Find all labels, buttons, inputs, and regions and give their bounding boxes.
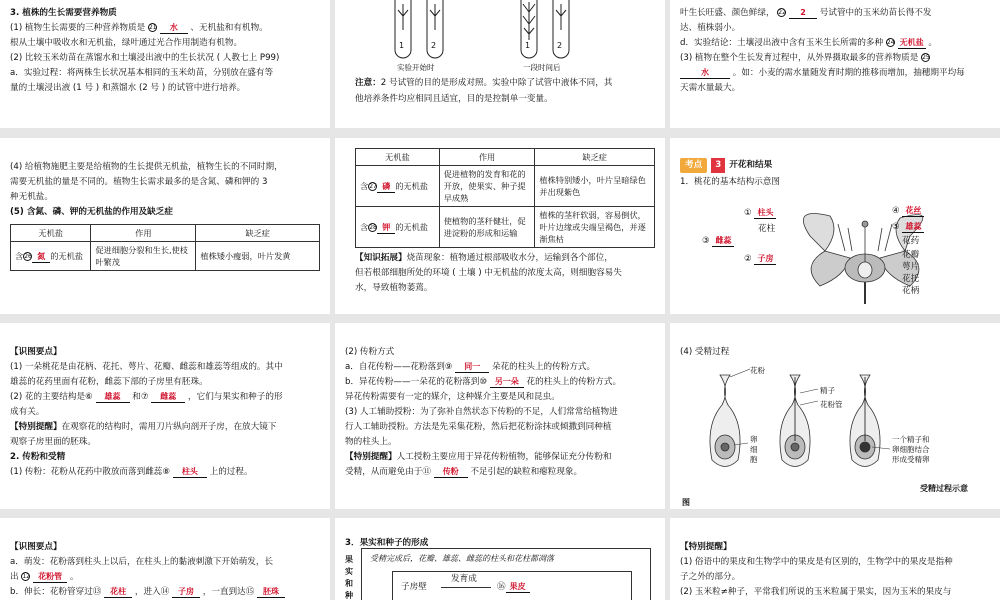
test-tube-diagram [345, 0, 655, 72]
text: ，它们与果实和种子的形 [188, 392, 283, 402]
slide-special-tips [670, 518, 1000, 600]
blank-number: 21 [148, 24, 157, 31]
section-heading: (5) 含氮、磷、钾的无机盐的作用及缺乏症 [10, 207, 173, 217]
text-line: 异花传粉需要有一定的媒介，这种媒介主要是风和昆虫。 [345, 392, 560, 402]
text: 号试管中的玉米幼苗长得不发 [819, 8, 932, 18]
label-style: 花柱 [758, 224, 776, 234]
label-filament [892, 204, 924, 219]
answer-blank: 雄蕊 [96, 391, 130, 403]
slide-germination [0, 518, 330, 600]
slide-flower-notes [0, 323, 330, 509]
slide-plant-nutrients [0, 0, 330, 128]
label-number: ① [744, 208, 752, 218]
label-egg-cell: 卵细胞 [750, 435, 758, 464]
text-line [345, 360, 655, 375]
label-number: ⑯ [497, 582, 506, 592]
text: b．异花传粉——一朵花的花粉落到⑩ [345, 377, 488, 387]
answer-blank: 胚珠 [257, 586, 285, 598]
table-cell: 促进细胞分裂和生长,使枝叶繁茂 [91, 242, 196, 271]
subheading: 1．桃花的基本结构示意图 [680, 177, 780, 187]
figure-caption: 受精过程示意 [920, 484, 968, 493]
table-cell: 植株特别矮小，叶片呈暗绿色并出现紫色 [535, 166, 655, 207]
text: 和⑦ [132, 392, 149, 402]
text-line: (2) 玉米粒≠种子，平常我们所说的玉米粒属于果实，因为玉米的果皮与 [680, 587, 952, 597]
peach-flower-diagram [770, 196, 970, 306]
side-label: 果实和种 [345, 555, 353, 600]
answer-blank: 氮 [32, 251, 50, 263]
text-line: 行人工辅助授粉。方法是先采集花粉，然后把花粉涂抹或倾撒到同种植 [345, 422, 612, 432]
text-line: (1) 俗语中的果皮和生物学中的果皮是有区别的，生物学中的果皮是指种 [680, 557, 953, 567]
text-line: 量的土壤浸出液 (1 号 ) 和蒸馏水 (2 号 ) 的试管中进行培养。 [10, 83, 246, 93]
text: (2) 花的主要结构是⑥ [10, 392, 93, 402]
table-header: 无机盐 [11, 225, 91, 242]
table-header: 缺乏症 [196, 225, 320, 242]
fertilization-diagram [690, 365, 920, 475]
slide-mineral-table-cont [335, 138, 665, 314]
text-line [10, 465, 320, 480]
table-row [11, 242, 320, 271]
text: (1) 传粉：花粉从花药中散放而落到雌蕊⑧ [10, 467, 171, 477]
text: 。如：小麦的需水量随发育时期的推移而增加，抽穗期平均每 [732, 68, 965, 78]
text-line [345, 251, 655, 266]
table-header-row [356, 149, 655, 166]
text-line [10, 420, 320, 435]
kd-badge: 考点 [680, 158, 707, 173]
label-pollen-tube: 花粉管 [820, 400, 843, 409]
text: 含 [360, 221, 369, 232]
text-line [680, 66, 990, 81]
text: 上的过程。 [209, 467, 253, 477]
text: 的无机盐 [395, 180, 428, 191]
arrow [441, 587, 491, 588]
answer-blank: 2 [789, 7, 817, 19]
table-cell: 使植物的茎秆健壮，促进淀粉的形成和运输 [439, 207, 535, 248]
answer-blank: 雄蕊 [902, 221, 924, 233]
text-line [345, 465, 655, 480]
label-petal: 花瓣 [902, 250, 920, 260]
text-line: 但若根部细胞所处的环境 ( 土壤 ) 中无机盐的浓度太高，则细胞容易失 [355, 268, 622, 278]
answer-blank: 子房 [172, 586, 200, 598]
text-line [10, 390, 320, 405]
text: 含 [360, 180, 369, 191]
text-line [680, 51, 990, 66]
section-heading: 3. 植株的生长需要营养物质 [10, 8, 117, 18]
text-line: 根从土壤中吸收水和无机盐，绿叶通过光合作用制造有机物。 [10, 38, 243, 48]
blank-number: 25 [922, 54, 930, 61]
text-line: 天需水量最大。 [680, 83, 741, 93]
blank-number: 27 [369, 182, 377, 190]
text-line: 物的柱头上。 [345, 437, 397, 447]
slide-experiment-diagram [335, 0, 665, 128]
text: 出 [10, 572, 19, 582]
text-line: 需要无机盐的量是不同的。植物生长需求最多的是含氮、磷和钾的 3 [10, 177, 268, 187]
label-number: ④ [892, 206, 900, 216]
text: 朵花的柱头上的传粉方式。 [491, 362, 596, 372]
blank-number: 24 [886, 39, 895, 46]
label-fusion [892, 435, 930, 465]
label-number: ⑤ [892, 222, 900, 232]
answer-blank: 另一朵 [490, 376, 524, 388]
inner-box [392, 571, 632, 600]
slide-fertilizer [0, 138, 330, 314]
section-heading: (2) 传粉方式 [345, 347, 395, 357]
text: 含 [15, 250, 24, 261]
label-number: ② [744, 254, 752, 264]
mineral-table [355, 148, 655, 248]
text: b．伸长：花粉管穿过⑬ [10, 587, 102, 597]
text: 受精，从而避免由于⑪ [345, 467, 431, 477]
text: 在观察花的结构时，需用刀片纵向剖开子房，在放大镜下 [61, 422, 277, 432]
answer-blank: 子房 [754, 253, 776, 265]
flow-top: 受精完成后，花瓣、雄蕊、雌蕊的柱头和花柱都凋落 [370, 554, 554, 563]
label-receptacle: 花托 [902, 274, 920, 284]
tube-label-2: 2 [557, 41, 563, 50]
kd-title-text: 开花和结果 [729, 160, 773, 170]
table-header-row [11, 225, 320, 242]
label-pistil [702, 234, 734, 249]
text: 。 [928, 38, 937, 48]
answer-blank: 水 [680, 67, 730, 79]
table-cell: 促进植物的发育和花的开放，使果实、种子提早成熟 [439, 166, 535, 207]
answer-blank: 雌蕊 [712, 235, 734, 247]
text: 一个精子和 [892, 435, 930, 444]
table-row [356, 166, 655, 207]
answer-blank: 柱头 [754, 207, 776, 219]
answer-blank: 果皮 [506, 581, 530, 593]
blank-number: 22 [778, 9, 786, 16]
text-line: 水，导致植物萎蔫。 [355, 283, 433, 293]
text: ，进入⑭ [134, 587, 170, 597]
answer-blank: 钾 [377, 222, 395, 234]
note-line: 他培养条件均应相同且适宜，目的是控制单一变量。 [355, 94, 553, 104]
answer-blank: 同一 [455, 361, 489, 373]
answer-blank: 无机盐 [899, 38, 924, 47]
mineral-table [10, 224, 320, 271]
slide-experiment-conclusion [670, 0, 1000, 128]
blank-number: 26 [24, 252, 32, 260]
text: 人工授粉主要应用于异花传粉植物，能够保证充分传粉和 [396, 452, 612, 462]
develops-into: 发育成 [451, 574, 477, 584]
text-line: (1) 一朵桃花是由花柄、花托、萼片、花瓣、雌蕊和雄蕊等组成的。其中 [10, 362, 283, 372]
text-line: 子之外的部分。 [680, 572, 741, 582]
label-sepal: 萼片 [902, 262, 920, 272]
answer-blank: 水 [160, 22, 188, 34]
fruit-answer [497, 580, 530, 595]
label-anther [892, 220, 924, 235]
text: 。 [69, 572, 79, 582]
label-pollen: 花粉 [750, 366, 765, 375]
section-heading: 2. 传粉和受精 [10, 452, 66, 462]
tube-label-1: 1 [525, 41, 531, 50]
label-sperm: 精子 [820, 386, 835, 395]
text: 卵细胞结合 [892, 445, 930, 454]
text: 花的柱头上的传粉方式。 [526, 377, 622, 387]
text-line: a．实验过程：将两株生长状况基本相同的玉米幼苗，分别放在盛有等 [10, 68, 274, 78]
text: 的无机盐 [395, 221, 428, 232]
answer-blank: 花丝 [902, 205, 924, 217]
section-heading: (4) 受精过程 [680, 347, 730, 357]
slide-pollination [335, 323, 665, 509]
table-header: 无机盐 [356, 149, 440, 166]
text-line: 观察子房里面的胚珠。 [10, 437, 96, 447]
table-row [356, 207, 655, 248]
text-line [10, 570, 320, 585]
blank-number: 28 [369, 223, 377, 231]
tube-label-1: 1 [399, 41, 405, 50]
label-ovary [744, 252, 776, 267]
text: 、无机盐和有机物。 [190, 23, 268, 33]
label-number: ③ [702, 236, 710, 246]
tip-label: 【特别提醒】 [345, 452, 397, 462]
answer-blank: 花柱 [104, 586, 132, 598]
ovary-wall: 子房壁 [401, 582, 427, 592]
flow-box [361, 548, 651, 600]
section-heading: 【识图要点】 [10, 542, 62, 552]
kd-number: 3 [711, 158, 725, 173]
section-heading: 【特别提醒】 [680, 542, 732, 552]
text: (3) 植物在整个生长发育过程中，从外界摄取最多的营养物质是 [680, 53, 919, 63]
text: ，一直到达⑮ [202, 587, 255, 597]
text-line: (2) 比较玉米幼苗在蒸馏水和土壤浸出液中的生长状况 ( 人教七上 P99) [10, 53, 280, 63]
slide-fertilization [670, 323, 1000, 509]
text-line: (4) 给植物施肥主要是给植物的生长提供无机盐，植物生长的不同时期， [10, 162, 283, 172]
text: a．自花传粉——花粉落到⑨ [345, 362, 453, 372]
text-line: 雄蕊的花药里面有花粉，雌蕊下部的子房里有胚珠。 [10, 377, 208, 387]
table-cell: 植株矮小瘦弱，叶片发黄 [196, 242, 320, 271]
text-line [10, 21, 320, 36]
text-line [680, 6, 990, 21]
text-line: (3) 人工辅助授粉：为了弥补自然状态下传粉的不足，人们常常给植物进 [345, 407, 618, 417]
slide-fruit-formation [335, 518, 665, 600]
text-line: 达、植株弱小。 [680, 23, 741, 33]
note-label: 注意： [355, 78, 381, 88]
table-header: 作用 [91, 225, 196, 242]
tube-label-2: 2 [431, 41, 437, 50]
figure-caption-tail: 图 [682, 498, 690, 507]
kd-header [680, 158, 990, 173]
text: 叶生长旺盛、颜色鲜绿， [680, 8, 775, 18]
tip-label: 【特别提醒】 [10, 422, 62, 432]
caption-later: 一段时间后 [523, 63, 561, 72]
text-line: 成有关。 [10, 407, 45, 417]
text-line [10, 585, 320, 600]
ext-label: 【知识拓展】 [355, 253, 407, 263]
answer-blank: 柱头 [173, 466, 207, 478]
note-line [355, 76, 612, 91]
answer-blank: 雌蕊 [151, 391, 185, 403]
answer-blank: 传粉 [434, 466, 468, 478]
label-anther-name: 花药 [902, 236, 920, 246]
text: (1) 植物生长需要的三种营养物质是 [10, 23, 146, 33]
table-cell [356, 166, 440, 207]
text-line: 种无机盐。 [10, 192, 53, 202]
answer-blank: 磷 [377, 181, 395, 193]
text: 的无机盐 [50, 250, 83, 261]
slide-flower-structure [670, 138, 1000, 314]
blank-number: 12 [22, 573, 30, 580]
table-cell: 植株的茎秆软弱，容易倒伏，叶片边缘或尖端呈褐色，并逐渐焦枯 [535, 207, 655, 248]
label-pedicel: 花柄 [902, 286, 920, 296]
text-line [345, 450, 655, 465]
text: 不足引起的缺粒和瘪粒现象。 [470, 467, 583, 477]
table-header: 作用 [439, 149, 535, 166]
text-line [680, 36, 990, 51]
kd-title [680, 158, 772, 173]
text-line: a．萌发：花粉落到柱头上以后，在柱头上的黏液刺激下开始萌发，长 [10, 557, 274, 567]
text-line [345, 375, 655, 390]
text: 形成受精卵 [892, 455, 930, 464]
answer-blank: 花粉管 [33, 571, 67, 583]
text: d．实验结论：土壤浸出液中含有玉米生长所需的多种 [680, 38, 884, 48]
section-heading: 【识图要点】 [10, 347, 62, 357]
section-heading: 3．果实和种子的形成 [345, 538, 429, 548]
table-cell [11, 242, 91, 271]
text: 2 号试管的目的是形成对照。实验中除了试管中液体不同，其 [380, 78, 613, 88]
label-stigma [744, 206, 776, 221]
table-cell [356, 207, 440, 248]
table-header: 缺乏症 [535, 149, 655, 166]
caption-start: 实验开始时 [397, 63, 435, 72]
text: 烧苗现象：植物通过根部吸收水分，运输到各个部位， [406, 253, 613, 263]
